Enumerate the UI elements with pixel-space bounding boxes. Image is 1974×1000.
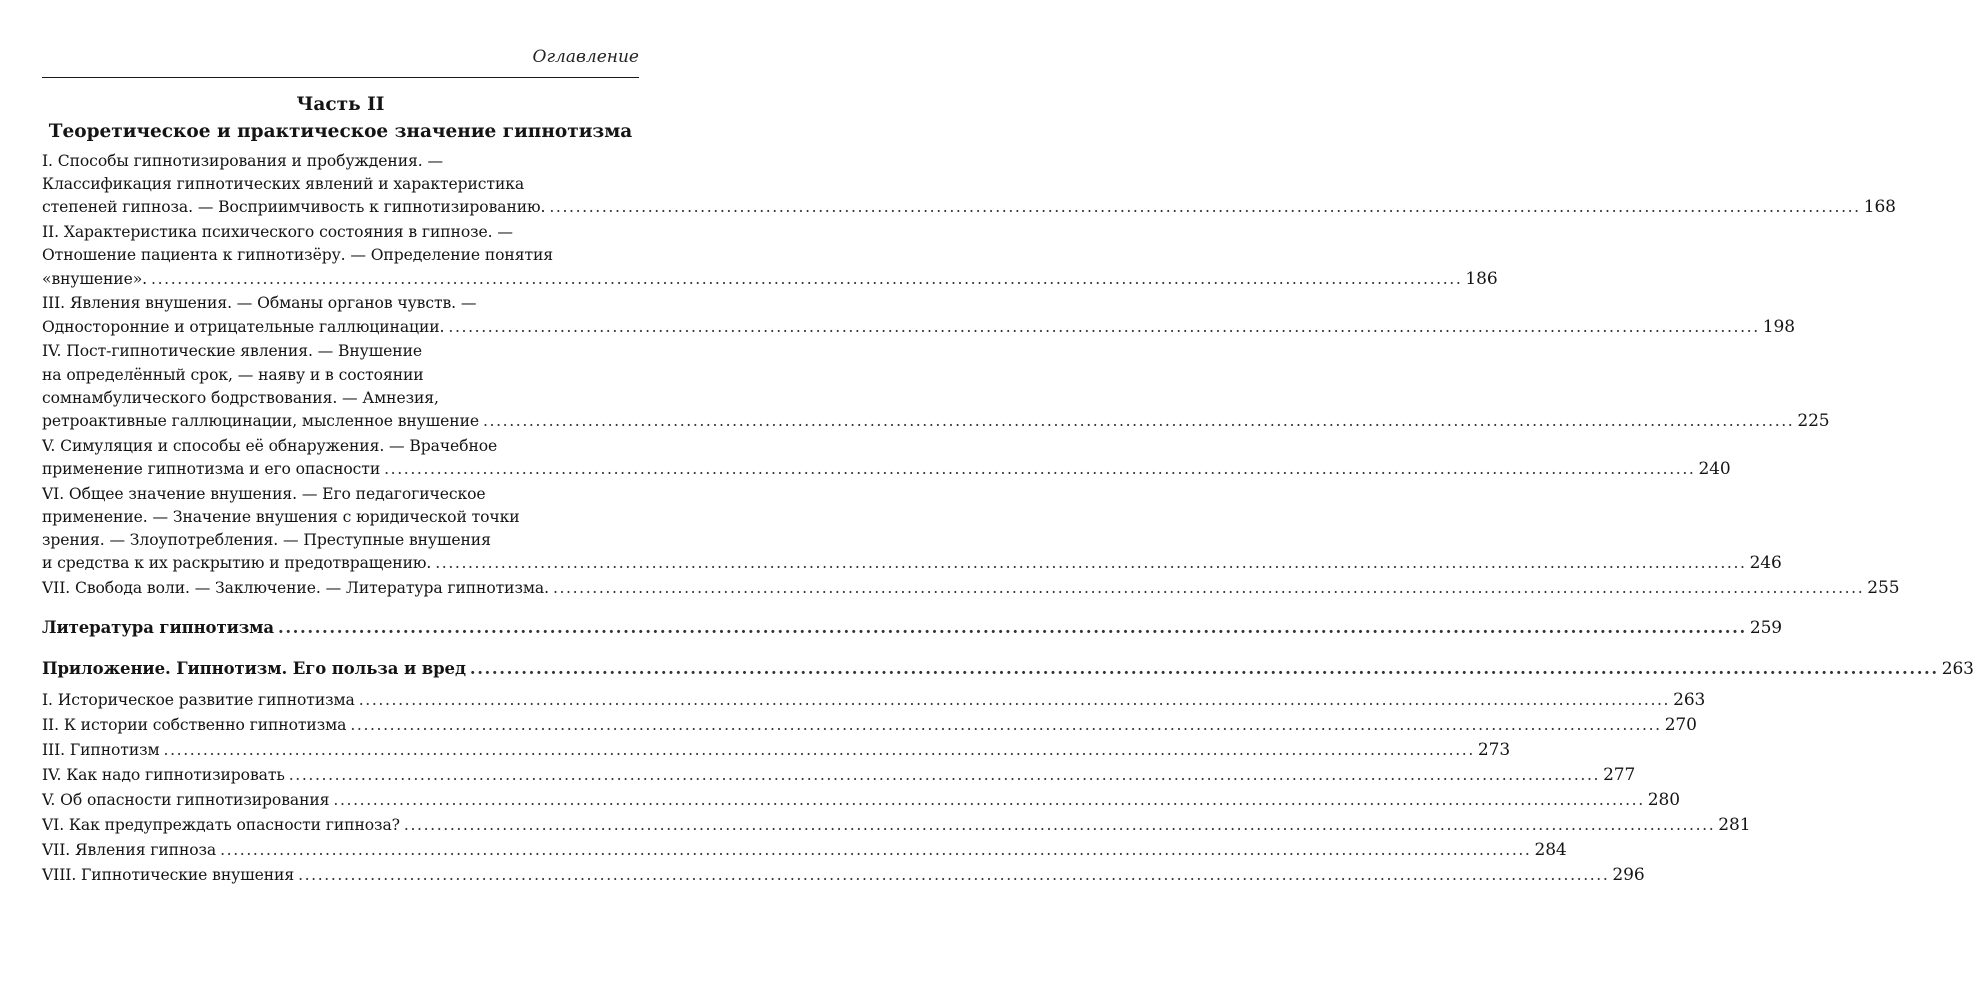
page-number: 240 [1698,459,1731,480]
toc-entry[interactable] [42,764,1636,787]
toc-entry[interactable] [42,689,1706,712]
toc-entry-appendix[interactable] [42,657,1974,681]
toc-entry[interactable] [42,340,1830,433]
dot-leader: ........................................................................................................................................................................................................ [435,554,1747,573]
toc-entry[interactable] [42,483,1782,576]
entry-line: «внушение». [42,269,148,288]
entry-line: IV. Пост-гипнотические явления. — Внушение [42,342,422,361]
page-number: 281 [1718,814,1751,835]
page-number: 273 [1477,739,1511,760]
part-label: Часть II [296,94,385,115]
toc-entry[interactable] [42,221,1498,291]
dot-leader: ........................................................................................................................................................................................................ [358,690,1671,709]
page-number: 186 [1465,268,1498,289]
page-number: 263 [1941,658,1974,679]
entry-line: V. Об опасности гипнотизирования [42,790,330,809]
table-of-contents [42,150,1974,889]
entry-line: VIII. Гипнотические внушения [42,865,295,884]
entry-line: Классификация гипнотических явлений и характеристика [42,175,525,194]
toc-entry-literature[interactable] [42,616,1783,640]
page-number: 255 [1867,578,1900,599]
entry-line: на определённый срок, — наяву и в состоянии [42,365,424,384]
toc-entry[interactable] [42,714,1697,737]
toc-entry[interactable] [42,292,1795,338]
entry-line: VII. Явления гипноза [42,840,217,859]
entry-line: I. Историческое развитие гипнотизма [42,690,355,709]
page-number: 280 [1647,789,1680,810]
dot-leader: ........................................................................................................................................................................................................ [549,198,1861,217]
dot-leader: ........................................................................................................................................................................................................ [469,658,1939,678]
dot-leader: ........................................................................................................................................................................................................ [163,740,1475,759]
page-number: 168 [1863,197,1896,218]
page-number: 198 [1762,316,1795,337]
page-number: 296 [1612,864,1645,885]
page-number: 225 [1797,411,1830,432]
toc-entry[interactable] [42,839,1567,862]
dot-leader: ........................................................................................................................................................................................................ [298,865,1610,884]
toc-entry[interactable] [42,789,1680,812]
toc-entry[interactable] [42,864,1645,887]
entry-line: II. К истории собственно гипнотизма [42,715,347,734]
dot-leader: ........................................................................................................................................................................................................ [151,269,1463,288]
entry-line: и средства к их раскрытию и предотвращению. [42,554,432,573]
dot-leader: ........................................................................................................................................................................................................ [333,790,1645,809]
section-title: Приложение. Гипнотизм. Его польза и вред [42,658,466,678]
entry-line: III. Гипнотизм [42,740,160,759]
entry-line: Отношение пациента к гипнотизёру. — Определение понятия [42,246,554,265]
entry-line: IV. Как надо гипнотизировать [42,765,285,784]
entry-line: I. Способы гипнотизирования и пробуждения. — [42,152,443,170]
running-head: Оглавление [532,47,639,67]
page-number: 284 [1534,839,1567,860]
toc-entry[interactable] [42,150,1896,220]
entry-line: Односторонние и отрицательные галлюцинации. [42,317,445,336]
entry-line: II. Характеристика психического состояния в гипнозе. — [42,223,513,242]
dot-leader: ........................................................................................................................................................................................................ [448,317,1760,336]
section-title: Литература гипнотизма [42,618,274,638]
page-number: 277 [1603,764,1636,785]
dot-leader: ........................................................................................................................................................................................................ [350,715,1662,734]
toc-entry[interactable] [42,739,1511,762]
entry-line: степеней гипноза. — Восприимчивость к гипнотизированию. [42,198,546,217]
part-title: Теоретическое и практическое значение гипнотизма [48,121,633,142]
entry-line: III. Явления внушения. — Обманы органов чувств. — [42,294,477,313]
toc-entry[interactable] [42,577,1900,600]
entry-line: применение гипнотизма и его опасности [42,460,381,479]
toc-entry[interactable] [42,814,1751,837]
header-rule [42,77,639,78]
page-number: 270 [1664,714,1697,735]
dot-leader: ........................................................................................................................................................................................................ [277,618,1747,638]
entry-line: зрения. — Злоупотребления. — Преступные внушения [42,531,491,550]
entry-line: ретроактивные галлюцинации, мысленное внушение [42,412,479,431]
entry-line: сомнамбулического бодрствования. — Амнезия, [42,388,439,407]
page-number: 259 [1749,618,1783,639]
page-number: 263 [1673,689,1706,710]
entry-line: применение. — Значение внушения с юридической точки [42,508,520,527]
dot-leader: ........................................................................................................................................................................................................ [483,412,1795,431]
dot-leader: ........................................................................................................................................................................................................ [403,815,1716,834]
dot-leader: ........................................................................................................................................................................................................ [220,840,1532,859]
dot-leader: ........................................................................................................................................................................................................ [552,579,1865,598]
page-number: 246 [1749,553,1782,574]
dot-leader: ........................................................................................................................................................................................................ [384,460,1696,479]
dot-leader: ........................................................................................................................................................................................................ [288,765,1601,784]
entry-line: VI. Общее значение внушения. — Его педагогическое [42,484,486,503]
toc-entry[interactable] [42,435,1731,481]
entry-line: VI. Как предупреждать опасности гипноза? [42,815,400,834]
entry-line: VII. Свобода воли. — Заключение. — Литература гипнотизма. [42,579,549,598]
entry-line: V. Симуляция и способы её обнаружения. — Врачебное [42,436,498,455]
